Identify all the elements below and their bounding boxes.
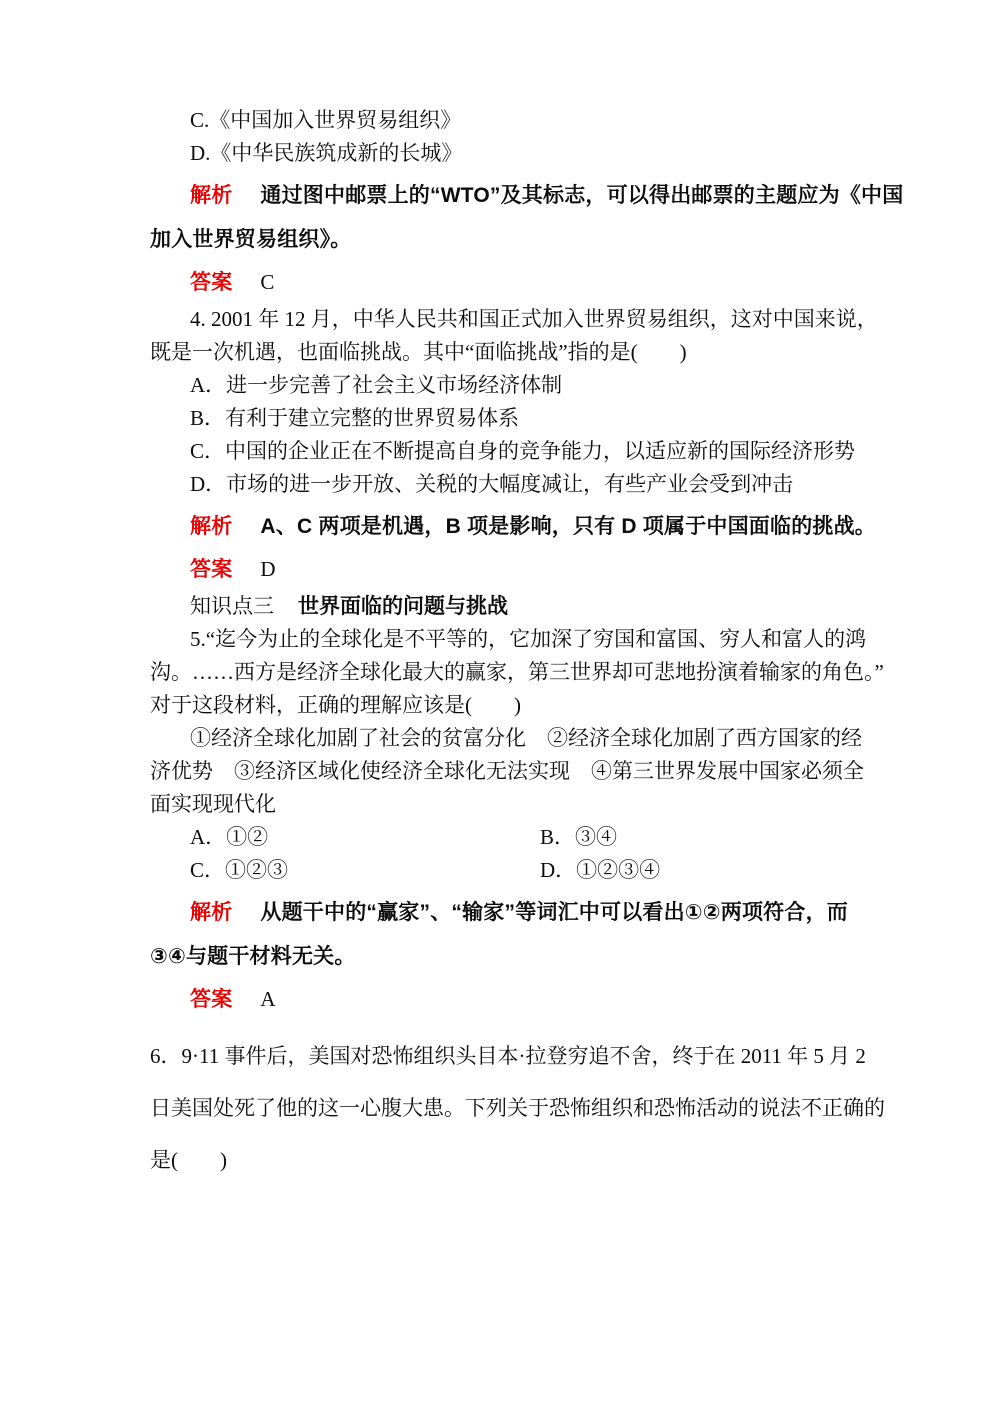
answer-value: D xyxy=(260,557,276,581)
q5-option-a: A．①② xyxy=(190,825,269,849)
q5-answer-line xyxy=(150,979,855,1020)
q3-analysis-line2: 加入世界贸易组织》。 xyxy=(150,228,352,251)
q5-option-row-1 xyxy=(150,821,855,854)
answer-label: 答案 xyxy=(190,988,233,1011)
analysis-label: 解析 xyxy=(190,184,233,207)
q4-analysis-line xyxy=(150,505,877,549)
q5-analysis-line1 xyxy=(150,891,855,935)
q5-items-line3: 面实现现代化 xyxy=(150,792,276,816)
q5-stem-line2: 沟。……西方是经济全球化最大的赢家，第三世界却可悲地扮演着输家的角色。” xyxy=(150,660,884,684)
analysis-text: 通过图中邮票上的“WTO”及其标志，可以得出邮票的主题应为《中国 xyxy=(260,184,904,207)
q6-stem-line3: 是( ) xyxy=(150,1148,227,1172)
q4-answer-line xyxy=(150,549,855,590)
q4-option-a: A．进一步完善了社会主义市场经济体制 xyxy=(190,373,563,397)
q5-option-b: B．③④ xyxy=(540,825,618,849)
q5-option-row-2 xyxy=(150,854,855,887)
q5-items-line2: 济优势 ③经济区域化使经济全球化无法实现 ④第三世界发展中国家必须全 xyxy=(150,759,864,783)
answer-label: 答案 xyxy=(190,271,233,294)
analysis-label: 解析 xyxy=(190,515,233,538)
q5-option-c: C．①②③ xyxy=(190,858,289,882)
q6-stem-line2: 日美国处死了他的这一心腹大患。下列关于恐怖组织和恐怖活动的说法不正确的 xyxy=(150,1096,885,1120)
knowledge-point-header xyxy=(150,590,855,623)
q4-option-d: D．市场的进一步开放、关税的大幅度减让，有些产业会受到冲击 xyxy=(190,472,794,496)
q6-stem-line1: 6．9·11 事件后，美国对恐怖组织头目本·拉登穷追不舍，终于在 2011 年 5 月 2 xyxy=(150,1044,866,1068)
answer-value: A xyxy=(260,987,276,1011)
q3-option-d: D.《中华民族筑成新的长城》 xyxy=(190,141,463,165)
q5-items-line1: ①经济全球化加剧了社会的贫富分化 ②经济全球化加剧了西方国家的经 xyxy=(190,726,862,750)
knowledge-point-label: 知识点三 xyxy=(190,594,274,618)
q3-analysis-line1 xyxy=(150,174,904,218)
knowledge-point-title: 世界面临的问题与挑战 xyxy=(298,595,508,618)
q5-stem-line3: 对于这段材料，正确的理解应该是( ) xyxy=(150,693,521,717)
q3-answer-line xyxy=(150,262,855,303)
q5-option-d: D．①②③④ xyxy=(540,858,661,882)
analysis-text: 从题干中的“赢家”、“输家”等词汇中可以看出①②两项符合，而 xyxy=(260,901,848,924)
q4-option-c: C．中国的企业正在不断提高自身的竞争能力，以适应新的国际经济形势 xyxy=(190,439,856,463)
q3-option-c: C.《中国加入世界贸易组织》 xyxy=(190,108,462,132)
answer-value: C xyxy=(260,270,275,294)
q4-stem-line1: 4. 2001 年 12 月，中华人民共和国正式加入世界贸易组织，这对中国来说， xyxy=(190,307,878,331)
q5-analysis-line2: ③④与题干材料无关。 xyxy=(150,945,356,968)
q5-stem-line1: 5.“迄今为止的全球化是不平等的，它加深了穷国和富国、穷人和富人的鸿 xyxy=(190,627,867,651)
analysis-label: 解析 xyxy=(190,901,233,924)
q4-stem-line2: 既是一次机遇，也面临挑战。其中“面临挑战”指的是( ) xyxy=(150,340,687,364)
answer-label: 答案 xyxy=(190,558,233,581)
q4-option-b: B．有利于建立完整的世界贸易体系 xyxy=(190,406,520,430)
analysis-text: A、C 两项是机遇，B 项是影响，只有 D 项属于中国面临的挑战。 xyxy=(260,515,877,538)
